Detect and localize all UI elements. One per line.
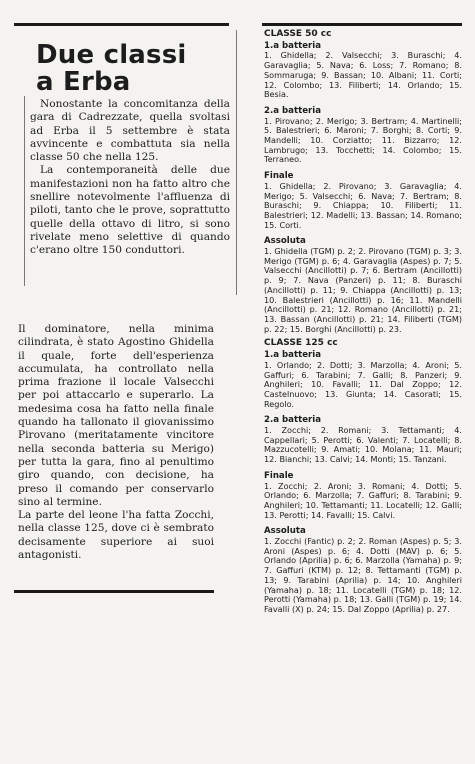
- headline-line-2: a Erba: [36, 67, 131, 97]
- class-125-title: CLASSE 125 cc: [264, 338, 338, 349]
- body-paragraph-2: La parte del leone l'ha fatta Zocchi, nella classe 125, dove ci è sembrato decisamente superiore ai suoi antagonisti.: [18, 509, 214, 562]
- class-125-heat2-results: 1. Zocchi; 2. Romani; 3. Tettamanti; 4. Cappellari; 5. Perotti; 6. Valenti; 7. Locatelli; 8. Mazzucotelli; 9. Amati; 10. Molana; 11. Mauri; 12. Bianchi; 13. Calvi; 14. Monti; 15. Tanzani.: [264, 425, 462, 465]
- class-50-title: CLASSE 50 cc: [264, 29, 332, 39]
- class-125-heat2-title: 2.a batteria: [264, 415, 322, 426]
- class-50-heat1-results: 1. Ghidella; 2. Valsecchi; 3. Buraschi; 4. Garavaglia; 5. Nava; 6. Loss; 7. Romano; 8. Sommaruga; 9. Bassan; 10. Albani; 11. Corti; 12. Colombo; 13. Filiberti; 14. Orlando; 15. Besia.: [264, 50, 462, 100]
- bottom-rule-left: [14, 590, 214, 593]
- class-50-heat2-title: 2.a batteria: [264, 105, 322, 116]
- class-125-heat1-results: 1. Orlando; 2. Dotti; 3. Marzolla; 4. Aroni; 5. Gaffuri; 6. Tarabini; 7. Galli; 8. Panzeri; 9. Anghileri; 10. Favalli; 11. Dal Zoppo; 12. Castelnuovo; 13. Giunta; 14. Casorati; 15. Regolo.: [264, 359, 462, 409]
- article-body: [18, 323, 214, 562]
- lead-paragraph-1: Nonostante la concomitanza della gara di Cadrezzate, quella svoltasi ad Erba il 5 settembre è stata avvincente e combattuta sia nella classe 50 che nella 125.: [30, 98, 230, 164]
- lead-paragraphs: [30, 98, 230, 258]
- top-rule-left: [14, 23, 229, 26]
- class-50-overall-title: Assoluta: [264, 236, 306, 247]
- class-125-heat1-title: 1.a batteria: [264, 350, 322, 361]
- body-paragraph-1: Il dominatore, nella minima cilindrata, è stato Agostino Ghidella il quale, forte dell'esperienza accumulata, ha controllato nella prima frazione il locale Valsecchi per poi attaccarlo e superarlo. La medesima cosa ha fatto nella finale quando ha tallonato il giovanissimo Pirovano (meritatamente vincitore nella seconda batteria su Merigo) per tutta la gara, fino al penultimo giro quando, con decisione, ha preso il comando per conservarlo sino al termine.: [18, 323, 214, 508]
- class-50-heat2-results: 1. Pirovano; 2. Merigo; 3. Bertram; 4. Martinelli; 5. Balestrieri; 6. Maroni; 7. Borghi; 8. Corti; 9. Mandelli; 10. Corziatto; 11. Bizzarro; 12. Lambrugo; 13. Tocchetti; 14. Colombo; 15. Terraneo.: [264, 115, 462, 165]
- article-headline: [36, 42, 236, 96]
- class-125-final-results: 1. Zocchi; 2. Aroni; 3. Romani; 4. Dotti; 5. Orlando; 6. Marzolla; 7. Gaffuri; 8. Tarabini; 9. Anghileri; 10. Tettamanti; 11. Locatelli; 12. Galli; 13. Perotti; 14. Favalli; 15. Calvi.: [264, 480, 462, 520]
- class-50-heat1-title: 1.a batteria: [264, 40, 322, 51]
- class-50-final-results: 1. Ghidella; 2. Pirovano; 3. Garavaglia; 4. Merigo; 5. Valsecchi; 6. Nava; 7. Bertram; 8. Buraschi; 9. Chiappa; 10. Filiberti; 11. Balestrieri; 12. Madelli; 13. Bassan; 14. Romano; 15. Corti.: [264, 180, 462, 230]
- class-50-final-title: Finale: [264, 171, 294, 182]
- class-50-overall-results: 1. Ghidella (TGM) p. 2; 2. Pirovano (TGM) p. 3; 3. Merigo (TGM) p. 6; 4. Garavaglia (Aspes) p. 7; 5. Valsecchi (Ancillotti) p. 7; 6. Bertram (Ancillotti) p. 9; 7. Nava (Panzeri) p. 11; 8. Buraschi (Ancillotti) p. 11; 9. Chiappa (Ancillotti) p. 13; 10. Balestrieri (Ancillotti) p. 16; 11. Mandelli (Ancillotti) p. 21; 12. Romano (Ancillotti) p. 21; 13. Bassan (Ancillotti) p. 21; 14. Filiberti (TGM) p. 22; 15. Borghi (Ancillotti) p. 23.: [264, 246, 462, 334]
- top-rule-right: [262, 23, 462, 26]
- lead-box-right-border: [236, 30, 237, 295]
- lead-box-left-border: [24, 96, 25, 286]
- class-125-overall-title: Assoluta: [264, 526, 306, 537]
- class-125-overall-results: 1. Zocchi (Fantic) p. 2; 2. Roman (Aspes) p. 5; 3. Aroni (Aspes) p. 6; 4. Dotti (MAV) p. 6; 5. Orlando (Aprilia) p. 6; 6. Marzolla (Yamaha) p. 9; 7. Gaffuri (KTM) p. 12; 8. Tettamanti (TGM) p. 13; 9. Tarabini (Aprilia) p. 14; 10. Anghileri (Yamaha) p. 18; 11. Locatelli (TGM) p. 18; 12. Perotti (Yamaha) p. 18; 13. Galli (TGM) p. 19; 14. Favalli (X) p. 24; 15. Dal Zoppo (Aprilia) p. 27.: [264, 536, 462, 614]
- lead-paragraph-2: La contemporaneità delle due manifestazioni non ha fatto altro che snellire notevolmente l'affluenza di piloti, tanto che le prove, soprattutto quelle della ottavo di litro, si sono rivelate meno selettive di quando c'erano oltre 150 conduttori.: [30, 164, 230, 257]
- results-column: [264, 30, 462, 615]
- class-125-final-title: Finale: [264, 470, 294, 481]
- headline-line-1: Due classi: [36, 40, 187, 70]
